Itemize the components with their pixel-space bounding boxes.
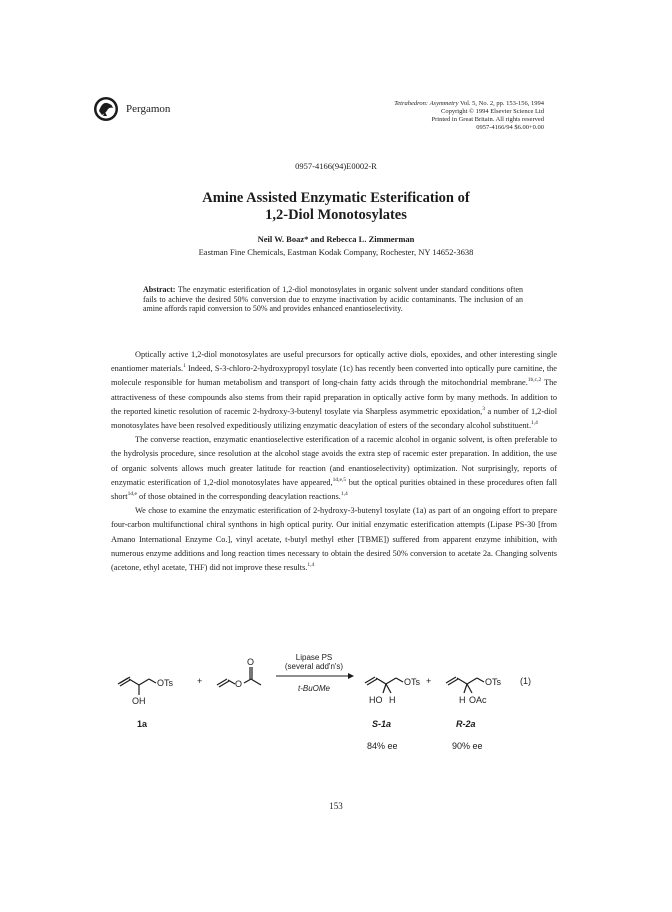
compound-label-1a: 1a <box>137 719 148 729</box>
compound-label-r2a: R-2a <box>456 719 476 729</box>
text-run: The attractiveness of these compounds also stems from their rapid preparation in optically active form by many methods. In addition to the reported kinetic resolution of racemic 2-hydroxy-3-butenyl tosylate via Sharpless asymmetric epoxidation, <box>111 378 557 416</box>
paragraph-1 <box>111 348 557 433</box>
publisher-logo <box>93 96 119 122</box>
journal-citation <box>394 100 544 132</box>
h-label: H <box>459 695 466 705</box>
copyright-line: Copyright © 1994 Elsevier Science Ltd <box>441 108 544 115</box>
ee-s1a: 84% ee <box>367 741 398 751</box>
abstract <box>143 285 523 314</box>
reagent-top: Lipase PS <box>295 653 333 662</box>
paper-title <box>0 190 672 224</box>
authors: Neil W. Boaz* and Rebecca L. Zimmerman <box>257 234 415 244</box>
ref-superscript: 1b,c,2 <box>527 377 542 384</box>
compound-1a-structure <box>118 677 156 695</box>
text-run: The converse reaction, enzymatic enantioselective esterification of a racemic alcohol in organic solvent, is often preferable to the hydrolysis procedure, since resolution at the alcohol stage avoids the extra step of racemic ester preparation. In addition, the use of organic solvents allows much greater latitude for reaction (and enantioselectivity) optimization. Not surprisingly, reports of enzymatic esterification of 1,2-diol monotosylates have appeared, <box>111 435 557 487</box>
paragraph-2 <box>111 433 557 504</box>
publisher-name: Pergamon <box>126 103 171 115</box>
ref-superscript: 1d,e <box>127 491 137 498</box>
text-run: of those obtained in the corresponding deacylation reactions. <box>136 492 341 502</box>
plus-sign: + <box>426 676 432 686</box>
arrow-head <box>348 673 354 679</box>
ee-r2a: 90% ee <box>452 741 483 751</box>
printed-line: Printed in Great Britain. All rights reserved <box>431 116 544 123</box>
equation-number: (1) <box>520 676 531 686</box>
ots-label: OTs <box>404 677 421 687</box>
ots-label: OTs <box>157 678 174 688</box>
text-run: Optically active 1,2-diol monotosylates are useful precursors for optically active diols, epoxides, and other interesting single enantiomer materials. <box>111 350 557 374</box>
body-text <box>111 348 557 575</box>
plus-sign: + <box>197 676 203 686</box>
ref-superscript: 1 <box>183 363 186 370</box>
issn-line: 0957-4166/94 $6.00+0.00 <box>476 124 544 131</box>
journal-name: Tetrahedron: Asymmetry <box>394 100 459 107</box>
journal-line-1 <box>394 100 544 108</box>
page-number: 153 <box>329 801 343 811</box>
affiliation: Eastman Fine Chemicals, Eastman Kodak Company, Rochester, NY 14652-3638 <box>198 247 474 257</box>
text-run: but the optical purities obtained in these procedures often fall short <box>111 477 557 502</box>
compound-r2a-structure <box>446 677 484 693</box>
text-run: We chose to examine the enzymatic esterification of 2-hydroxy-3-butenyl tosylate (1a) as part of an ongoing effort to prepare four-carbon multifunctional chiral synthons in high optical purity. Our initial enzymatic esterification attempts (Lipase PS-30 [from Amano International Enzyme Co.], vinyl acetate, t-butyl methyl ether [TBME]) suffered from apparent enzyme inhibition, with numerous enzyme additions and long reaction times necessary to obtain the desired 50% conversion to acetate 2a. Changing solvents (acetone, ethyl acetate, THF) did not improve these results. <box>111 506 557 573</box>
ref-superscript: 3 <box>482 406 485 413</box>
compound-s1a-structure <box>365 677 403 693</box>
paragraph-3 <box>111 504 557 575</box>
reagent-bottom: t-BuOMe <box>297 684 331 693</box>
reaction-scheme <box>100 650 570 765</box>
carbonyl-oxygen-label: O <box>247 657 255 667</box>
article-code: 0957-4166(94)E0002-R <box>295 161 377 171</box>
oac-label: OAc <box>469 695 487 705</box>
ho-label: HO <box>369 695 383 705</box>
reagent-middle: (several add'n's) <box>284 662 344 671</box>
compound-label-s1a: S-1a <box>372 719 392 729</box>
text-run: Indeed, S-3-chloro-2-hydroxypropyl tosylate (1c) has recently been converted into optically pure carnitine, the molecule responsible for human metabolism and transport of long-chain fatty acids through the mitochondrial membrane. <box>111 364 557 388</box>
abstract-label: Abstract: <box>143 285 176 294</box>
ots-label: OTs <box>485 677 502 687</box>
ref-superscript: 1d,e,5 <box>332 477 347 484</box>
ref-superscript: 1,4 <box>531 420 538 427</box>
title-line-1: Amine Assisted Enzymatic Esterification of <box>202 190 470 206</box>
title-line-2: 1,2-Diol Monotosylates <box>265 207 407 223</box>
journal-volume: Vol. 5, No. 2, pp. 153-156, 1994 <box>458 100 544 107</box>
text-run: a number of 1,2-diol monotosylates have been resolved expeditiously utilizing enzymatic deacylation of esters of the secondary alcohol substituent. <box>111 406 557 431</box>
ester-oxygen-label: O <box>235 679 243 689</box>
ref-superscript: 1,4 <box>340 491 348 498</box>
ref-superscript: 1,4 <box>307 562 315 569</box>
h-label: H <box>389 695 396 705</box>
abstract-text: The enzymatic esterification of 1,2-diol monotosylates in organic solvent under standard conditions often fails to achieve the desired 50% conversion due to enzyme inactivation by acidic contaminants. The inclusion of an amine affords rapid conversion to 50% and provides enhanced enantioselectivity. <box>143 285 523 314</box>
oh-label: OH <box>132 696 146 706</box>
